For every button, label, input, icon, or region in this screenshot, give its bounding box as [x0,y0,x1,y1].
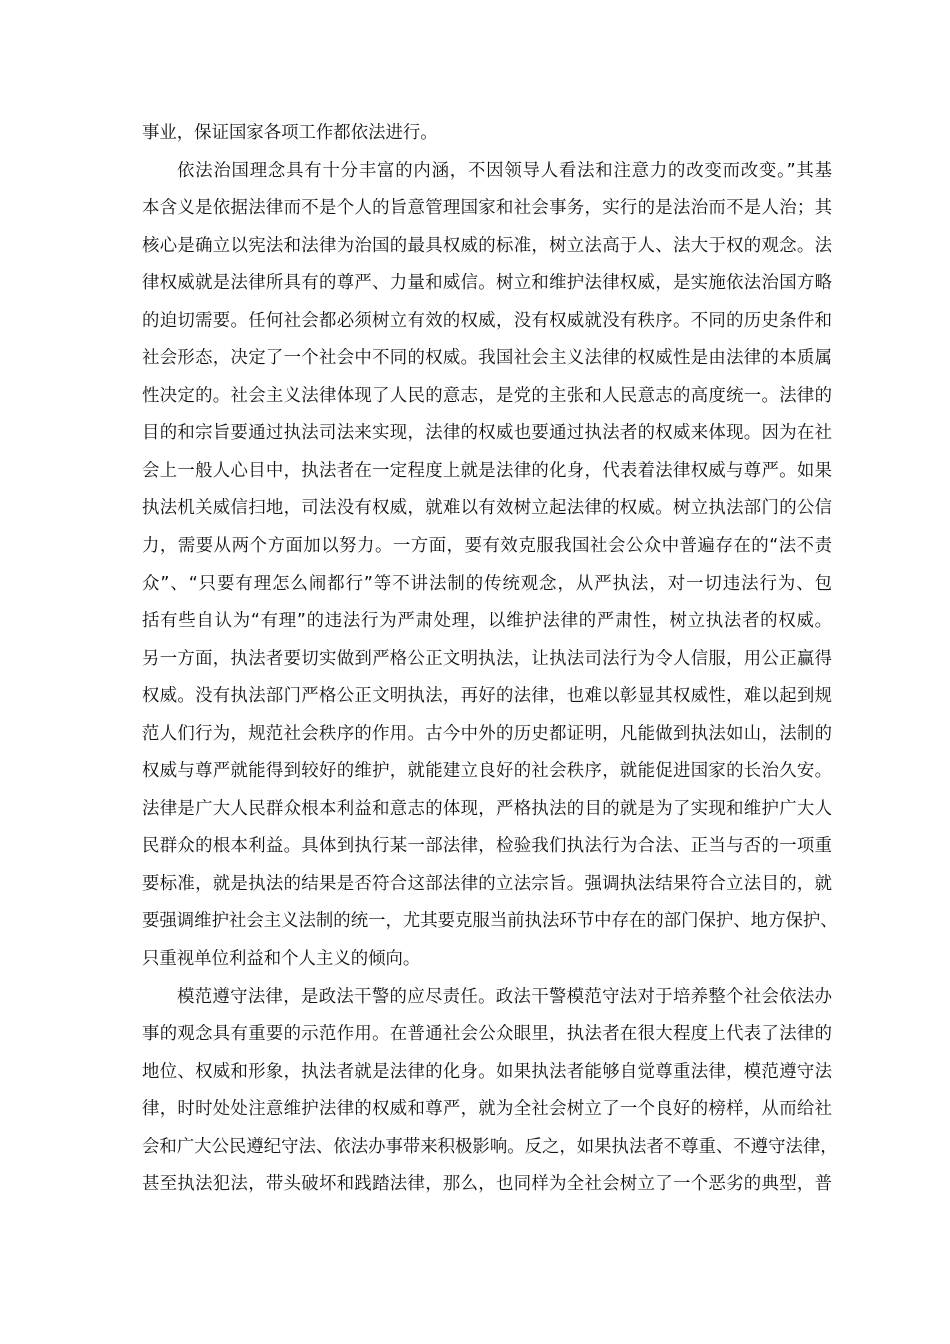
text-line: 目的和宗旨要通过执法司法来实现，法律的权威也要通过执法者的权威来体现。因为在社 [142,423,832,444]
text-line: 会和广大公民遵纪守法、依法办事带来积极影响。反之，如果执法者不尊重、不遵守法律， [142,1136,838,1157]
text-line: 执法机关威信扫地，司法没有权威，就难以有效树立起法律的权威。树立执法部门的公信 [142,498,832,519]
text-line: 本含义是依据法律而不是个人的旨意管理国家和社会事务，实行的是法治而不是人治；其 [142,198,832,219]
paragraph-1 [142,115,832,153]
text-line: 的迫切需要。任何社会都必须树立有效的权威，没有权威就没有秩序。不同的历史条件和 [142,310,832,331]
text-line: 律权威就是法律所具有的尊严、力量和威信。树立和维护法律权威，是实施依法治国方略 [142,273,832,294]
text-line: 事的观念具有重要的示范作用。在普通社会公众眼里，执法者在很大程度上代表了法律的 [142,1024,832,1045]
text-line: 甚至执法犯法，带头破坏和践踏法律，那么，也同样为全社会树立了一个恶劣的典型，普 [142,1174,832,1195]
text-line: 依法治国理念具有十分丰富的内涵，不因领导人看法和注意力的改变而改变。”其基 [177,160,832,181]
text-line: 民群众的根本利益。具体到执行某一部法律，检验我们执法行为合法、正当与否的一项重 [142,836,832,857]
text-line: 另一方面，执法者要切实做到严格公正文明执法，让执法司法行为令人信服，用公正赢得 [142,648,832,669]
text-line: 法律是广大人民群众根本利益和意志的体现，严格执法的目的就是为了实现和维护广大人 [142,798,832,819]
paragraph-2 [142,153,838,979]
text-line: 权威与尊严就能得到较好的维护，就能建立良好的社会秩序，就能促进国家的长治久安。 [142,761,832,782]
text-line: 模范遵守法律，是政法干警的应尽责任。政法干警模范守法对于培养整个社会依法办 [177,986,832,1007]
text-line: 事业，保证国家各项工作都依法进行。 [142,123,438,143]
text-line: 地位、权威和形象，执法者就是法律的化身。如果执法者能够自觉尊重法律，模范遵守法 [142,1061,832,1082]
text-line: 范人们行为，规范社会秩序的作用。古今中外的历史都证明，凡能做到执法如山，法制的 [142,723,832,744]
paragraph-3 [142,979,838,1204]
text-line: 律，时时处处注意维护法律的权威和尊严，就为全社会树立了一个良好的榜样，从而给社 [142,1099,832,1120]
text-line: 核心是确立以宪法和法律为治国的最具权威的标准，树立法高于人、法大于权的观念。法 [142,235,832,256]
text-line: 要标准，就是执法的结果是否符合这部法律的立法宗旨。强调执法结果符合立法目的，就 [142,873,832,894]
text-line: 性决定的。社会主义法律体现了人民的意志，是党的主张和人民意志的高度统一。法律的 [142,385,832,406]
text-line: 括有些自认为“有理”的违法行为严肃处理，以维护法律的严肃性，树立执法者的权威。 [142,611,832,632]
body-text [142,115,838,1204]
text-line: 社会形态，决定了一个社会中不同的权威。我国社会主义法律的权威性是由法律的本质属 [142,348,832,369]
text-line: 权威。没有执法部门严格公正文明执法，再好的法律，也难以彰显其权威性，难以起到规 [142,686,832,707]
text-line: 要强调维护社会主义法制的统一，尤其要克服当前执法环节中存在的部门保护、地方保护、 [142,911,838,932]
text-line: 会上一般人心目中，执法者在一定程度上就是法律的化身，代表着法律权威与尊严。如果 [142,460,832,481]
text-line: 力，需要从两个方面加以努力。一方面，要有效克服我国社会公众中普遍存在的“法不责 [142,536,832,557]
text-line: 只重视单位利益和个人主义的倾向。 [142,949,421,970]
text-line: 众”、“只要有理怎么闹都行”等不讲法制的传统观念，从严执法，对一切违法行为、包 [142,573,832,594]
